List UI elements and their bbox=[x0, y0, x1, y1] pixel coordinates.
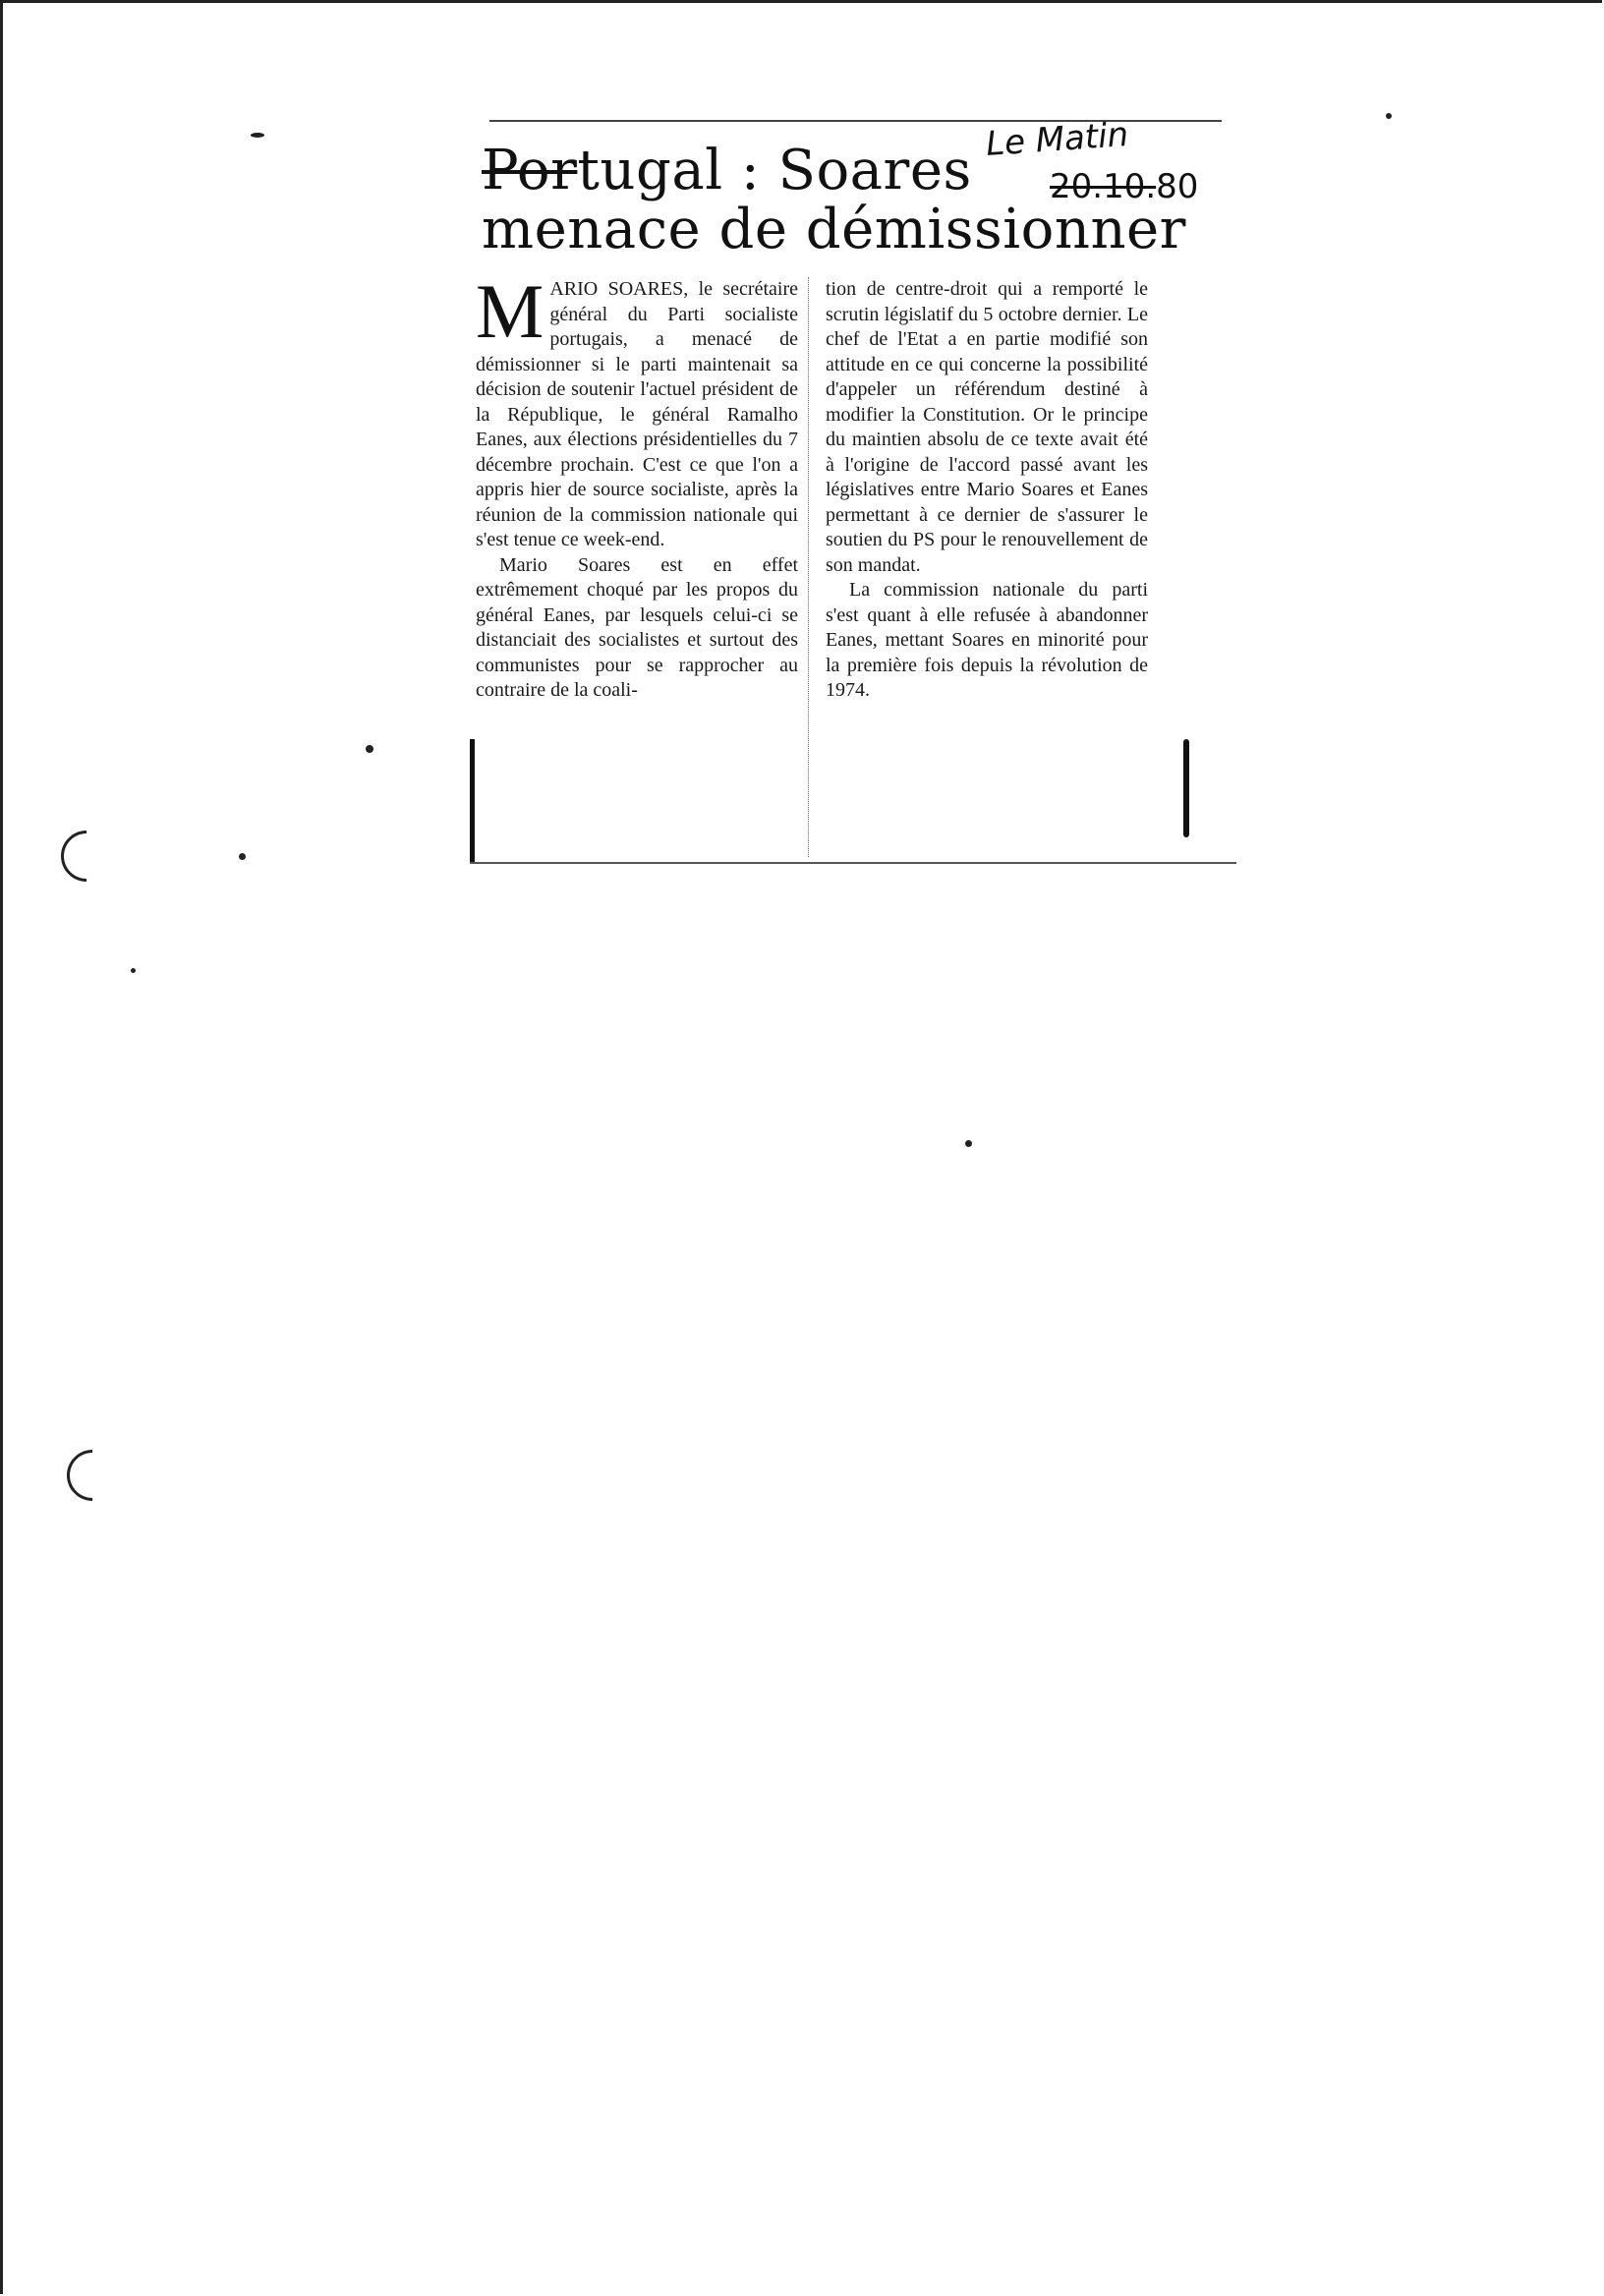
handwritten-date-struck: 20.10. bbox=[1050, 167, 1157, 206]
article-column-left bbox=[476, 268, 798, 704]
scan-speck bbox=[251, 133, 264, 138]
article-paragraph bbox=[476, 268, 798, 553]
drop-cap: M bbox=[476, 268, 544, 354]
scan-speck bbox=[965, 1140, 972, 1147]
bottom-rule bbox=[470, 862, 1236, 864]
article-column-right bbox=[826, 277, 1148, 704]
scan-speck bbox=[131, 968, 136, 973]
paragraph-text: ARIO SOARES, le secrétaire général du Parti socialiste portugais, a menacé de démissionner si le parti maintenait sa décision de soutenir l'actuel président de la République, le général Ramalho Eanes, aux élections présidentielles du 7 décembre prochain. C'est ce que l'on a appris hier de source socialiste, après la réunion de la commission nationale qui s'est tenue ce week-end. bbox=[476, 278, 798, 550]
article-paragraph: tion de centre-droit qui a remporté le scrutin législatif du 5 octobre dernier. Le chef de l'Etat a en partie modifié son attitude en ce qui concerne la possibilité d'appeler un référendum destiné à modifier la Constitution. Or le principe du maintien absolu de ce texte avait été à l'origine de l'accord passé avant les législatives entre Mario Soares et Eanes permettant à ce dernier de s'assurer le soutien du PS pour le renouvellement de son mandat. bbox=[826, 278, 1148, 576]
headline-struck-text: Por bbox=[482, 139, 578, 202]
handwritten-publication: Le Matin bbox=[984, 114, 1130, 165]
headline-text: tugal : Soares bbox=[577, 139, 972, 202]
handwritten-date bbox=[1050, 167, 1198, 206]
scan-speck bbox=[366, 745, 373, 753]
article-paragraph: La commission nationale du parti s'est quant à elle refusée à abandonner Eanes, mettant Soares en minorité pour la première fois depuis la révolution de 1974. bbox=[826, 579, 1148, 701]
scan-speck bbox=[239, 853, 246, 860]
headline-line-2: menace de démissionner bbox=[482, 198, 1186, 261]
scan-speck bbox=[1386, 113, 1392, 119]
handwritten-date-year: 80 bbox=[1156, 167, 1199, 206]
column-divider bbox=[808, 277, 809, 857]
margin-mark-right bbox=[1183, 739, 1189, 837]
newspaper-clipping bbox=[470, 114, 1236, 867]
margin-mark-left bbox=[470, 739, 475, 862]
article-paragraph: Mario Soares est en effet extrêmement choqué par les propos du général Eanes, par lesquels celui-ci se distanciait des socialistes et surtout des communistes pour se rapprocher au contraire de la coali- bbox=[476, 553, 798, 701]
